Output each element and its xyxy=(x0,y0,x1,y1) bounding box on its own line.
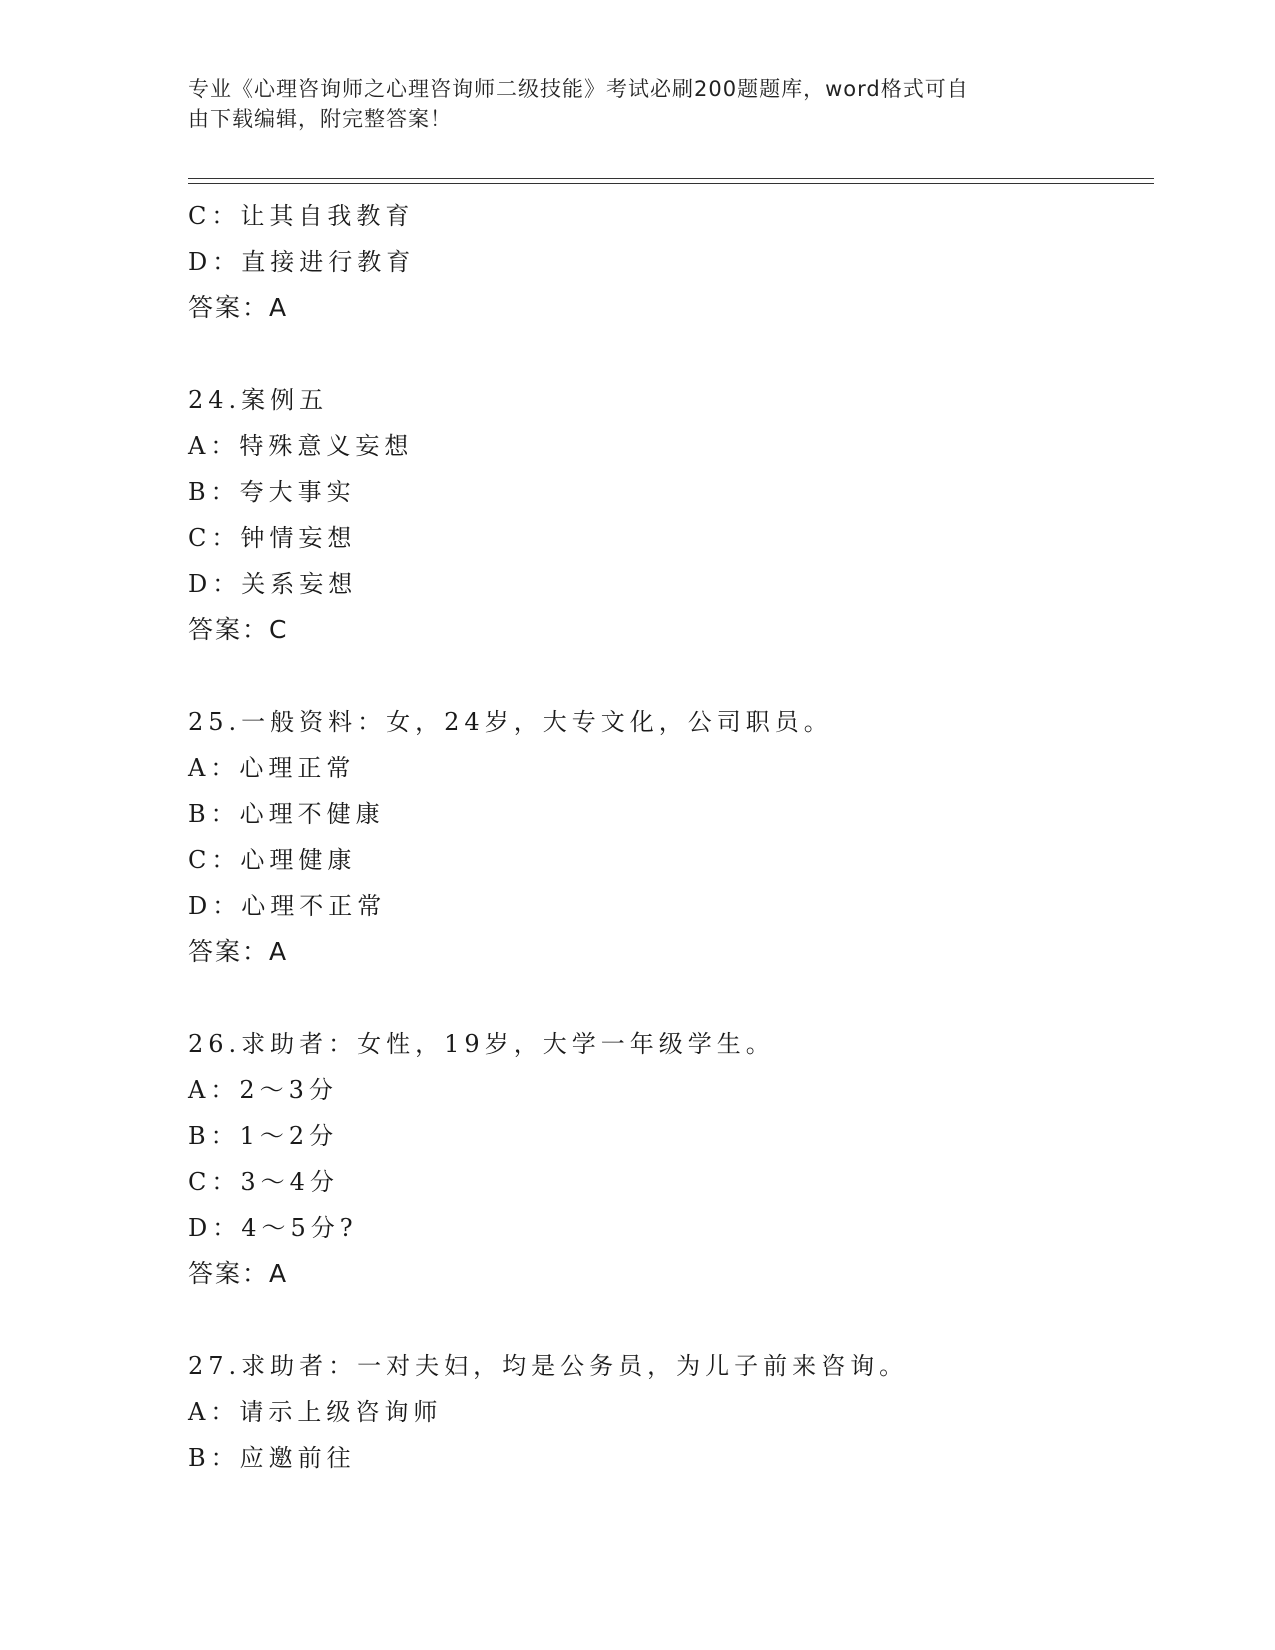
option-line: C：心理健康 xyxy=(188,846,357,874)
spacer xyxy=(188,975,1148,1021)
header-rule-top xyxy=(188,178,1154,179)
header-line-1: 专业《心理咨询师之心理咨询师二级技能》考试必刷200题题库，word格式可自 xyxy=(188,77,969,101)
option-line: A：特殊意义妄想 xyxy=(188,432,414,460)
option-line: B：心理不健康 xyxy=(188,800,385,828)
document-header xyxy=(188,74,1068,134)
question-content xyxy=(188,193,1148,1481)
option-line: D：直接进行教育 xyxy=(188,248,416,276)
option-line: D：心理不正常 xyxy=(188,892,387,920)
spacer xyxy=(188,653,1148,699)
option-line: B：夸大事实 xyxy=(188,478,356,506)
option-line: A：请示上级咨询师 xyxy=(188,1398,443,1426)
header-rule-bottom xyxy=(188,183,1154,184)
option-line: B：1～2分 xyxy=(188,1122,339,1150)
spacer xyxy=(188,331,1148,377)
answer-line: 答案：A xyxy=(188,293,289,322)
answer-line: 答案：A xyxy=(188,937,289,966)
option-line: C：让其自我教育 xyxy=(188,202,415,230)
option-line: D：关系妄想 xyxy=(188,570,358,598)
answer-line: 答案：A xyxy=(188,1259,289,1288)
question-stem: 25.一般资料：女，24岁，大专文化，公司职员。 xyxy=(188,708,833,736)
spacer xyxy=(188,1297,1148,1343)
header-line-2: 由下载编辑，附完整答案！ xyxy=(188,107,452,131)
option-line: C：钟情妄想 xyxy=(188,524,357,552)
question-stem: 27.求助者：一对夫妇，均是公务员，为儿子前来咨询。 xyxy=(188,1352,909,1380)
question-stem: 26.求助者：女性，19岁，大学一年级学生。 xyxy=(188,1030,775,1058)
option-line: C：3～4分 xyxy=(188,1168,339,1196)
option-line: A：心理正常 xyxy=(188,754,356,782)
option-line: B：应邀前往 xyxy=(188,1444,356,1472)
question-stem: 24.案例五 xyxy=(188,386,329,414)
option-line: A：2～3分 xyxy=(188,1076,338,1104)
answer-line: 答案：C xyxy=(188,615,289,644)
option-line: D：4～5分? xyxy=(188,1214,358,1242)
